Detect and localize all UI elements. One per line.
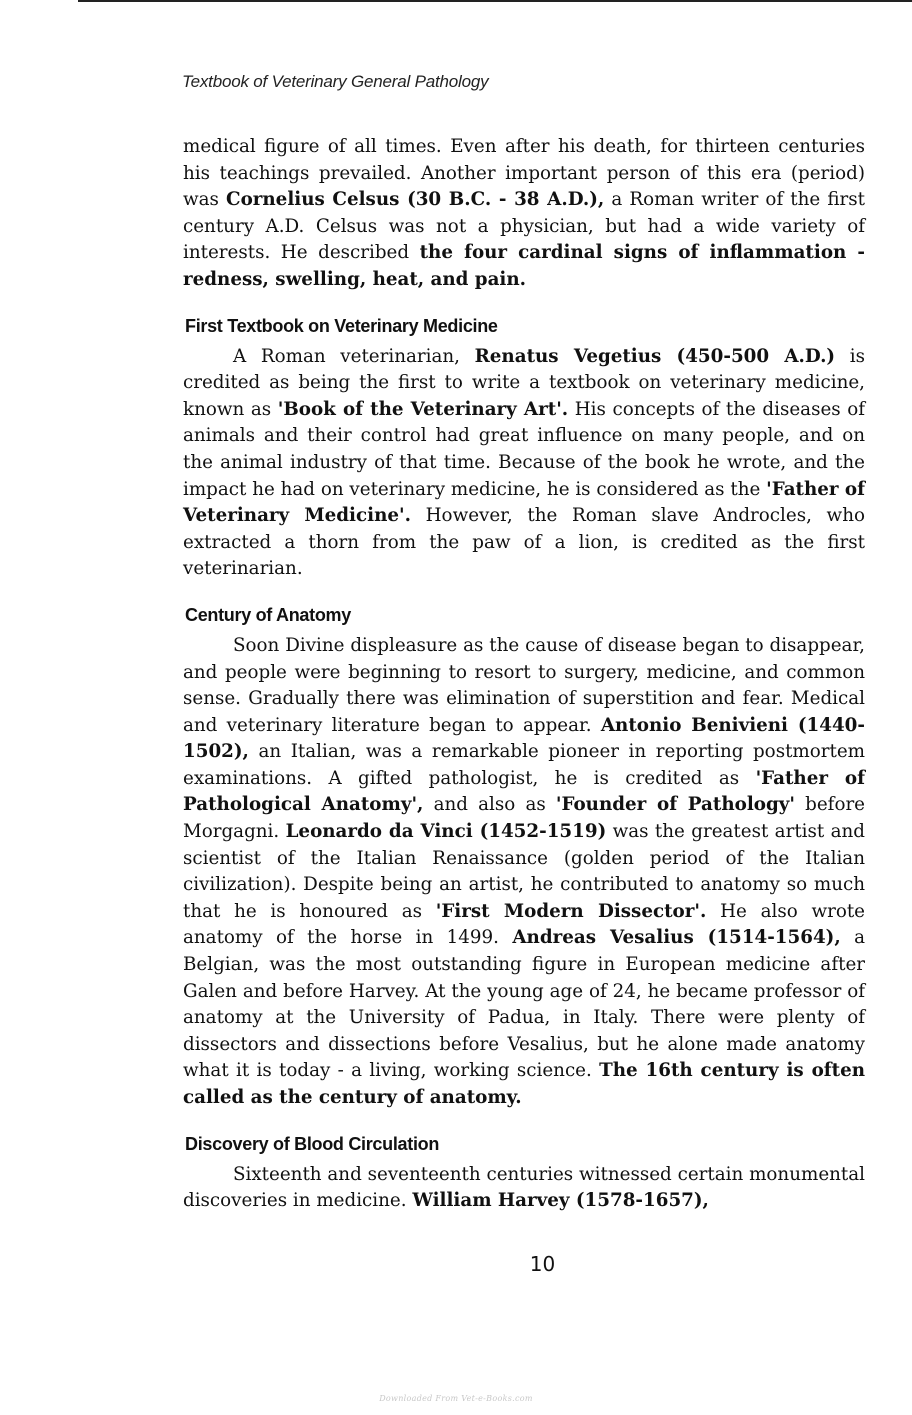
bold-title: 'Father of Veterinary Medicine'. <box>183 478 865 527</box>
section-heading: First Textbook on Veterinary Medicine <box>185 315 498 336</box>
top-rule <box>78 0 912 2</box>
section-paragraph <box>183 1162 865 1215</box>
bold-title: 'First Modern Dissector'. <box>435 900 707 922</box>
bold-title: 'Father of Pathological Anatomy', <box>183 767 865 816</box>
bold-phrase: the four cardinal signs of inflammation - redness, swelling, heat, and pain. <box>183 242 865 290</box>
running-head: Textbook of Veterinary General Pathology <box>182 72 489 91</box>
bold-name: Antonio Benivieni (1440-1502), <box>183 714 865 763</box>
paragraph-continued <box>183 134 865 294</box>
text-run: Sixteenth and seventeenth centuries witnessed certain monumental discoveries in medicine. <box>183 1163 865 1212</box>
text-run: Soon Divine displeasure as the cause of disease began to disappear, and people were beginning to resort to surgery, medicine, and common sense. Gradually there was elimination of superstition and fear. Medical and veterinary literature began to appear. <box>183 634 865 736</box>
bold-title: 'Book of the Veterinary Art'. <box>277 398 569 420</box>
text-run: and also as <box>423 794 556 816</box>
text-run: a Belgian, was the most outstanding figure in European medicine after Galen and before Harvey. At the young age of 24, he became professor of anatomy at the University of Padua, in Italy. There were plenty of dissectors and dissections before Vesalius, but he alone made anatomy what it is today - a living, working science. <box>183 927 866 1082</box>
text-run: A Roman veterinarian, <box>233 345 475 367</box>
text-run: He also wrote anatomy of the horse in 1499. <box>183 900 865 949</box>
bold-name: William Harvey (1578-1657), <box>412 1190 709 1212</box>
text-run: an Italian, was a remarkable pioneer in reporting postmortem examinations. A gifted pathologist, he is credited as <box>183 741 865 789</box>
text-run: medical figure of all times. Even after his death, for thirteen centuries his teachings prevailed. Another important person of this era (period) was <box>183 136 865 211</box>
bold-name: Renatus Vegetius (450-500 A.D.) <box>474 345 836 367</box>
watermark: Downloaded From Vet-e-Books.com <box>379 1394 533 1403</box>
page-body <box>183 134 865 1215</box>
section-paragraph <box>183 633 865 1112</box>
text-run: His concepts of the diseases of animals and their control had great influence on many people, and on the animal industry of that time. Because of the book he wrote, and the impact he had on veterinary medicine, he is considered as the <box>183 398 865 500</box>
text-run: a Roman writer of the first century A.D. Celsus was not a physician, but had a wide variety of interests. He described <box>183 189 865 264</box>
text-run: before Morgagni. <box>183 794 866 843</box>
page-number: 10 <box>529 1252 556 1276</box>
text-run: was the greatest artist and scientist of the Italian Renaissance (golden period of the Italian civilization). Despite being an artist, he contributed to anatomy so much that he is honoured as <box>183 821 865 922</box>
bold-phrase: The 16th century is often called as the century of anatomy. <box>183 1060 865 1108</box>
bold-name: Andreas Vesalius (1514-1564), <box>512 927 841 949</box>
section-heading: Discovery of Blood Circulation <box>185 1133 440 1154</box>
bold-name: Leonardo da Vinci (1452-1519) <box>285 821 607 843</box>
section-heading: Century of Anatomy <box>185 604 351 625</box>
text-run: is credited as being the first to write a textbook on veterinary medicine, known as <box>183 345 865 420</box>
text-run: However, the Roman slave Androcles, who extracted a thorn from the paw of a lion, is credited as the first veterinarian. <box>183 505 865 580</box>
section-paragraph <box>183 344 865 583</box>
bold-title: 'Founder of Pathology' <box>555 794 795 816</box>
bold-name: Cornelius Celsus (30 B.C. - 38 A.D.), <box>226 189 605 211</box>
